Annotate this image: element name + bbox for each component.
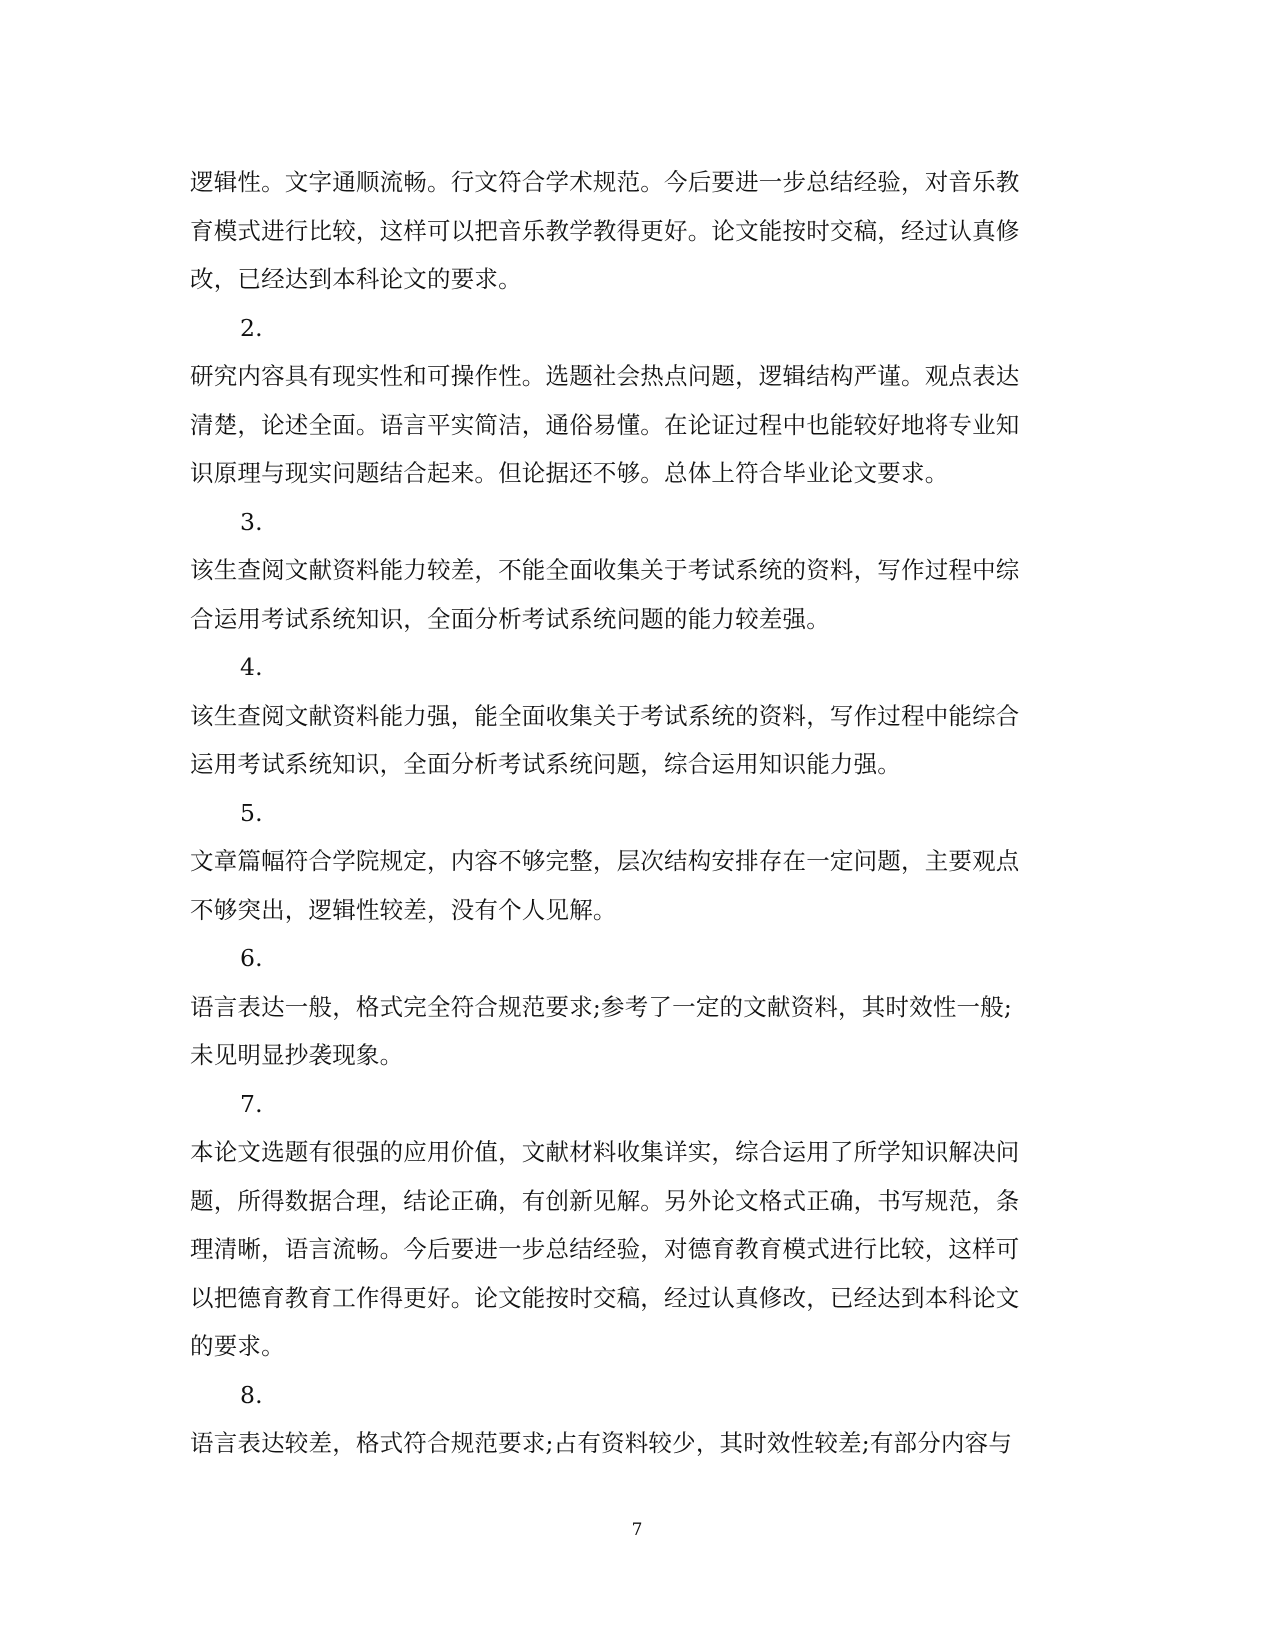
body-text-line: 合运用考试系统知识，全面分析考试系统问题的能力较差强。 — [190, 604, 830, 633]
body-text-line: 未见明显抄袭现象。 — [190, 1041, 404, 1069]
body-text-line: 育模式进行比较，这样可以把音乐教学教得更好。论文能按时交稿，经过认真修 — [190, 216, 1020, 245]
body-text-line: 该生查阅文献资料能力较差，不能全面收集关于考试系统的资料，写作过程中综 — [190, 556, 1020, 584]
body-text-line: 运用考试系统知识，全面分析考试系统问题，综合运用知识能力强。 — [190, 750, 901, 778]
body-text-line: 识原理与现实问题结合起来。但论据还不够。总体上符合毕业论文要求。 — [190, 459, 949, 487]
item-number: 3. — [240, 507, 263, 536]
body-text-line: 的要求。 — [190, 1332, 285, 1360]
body-text-line: 语言表达较差，格式符合规范要求;占有资料较少，其时效性较差;有部分内容与 — [190, 1429, 1013, 1457]
body-text-line: 语言表达一般，格式完全符合规范要求;参考了一定的文献资料，其时效性一般; — [190, 992, 1013, 1021]
item-number: 8. — [240, 1380, 263, 1409]
body-text-line: 本论文选题有很强的应用价值，文献材料收集详实，综合运用了所学知识解决问 — [190, 1138, 1020, 1166]
item-number: 6. — [240, 944, 263, 972]
body-text-line: 该生查阅文献资料能力强，能全面收集关于考试系统的资料，写作过程中能综合 — [190, 701, 1020, 730]
item-number: 7. — [240, 1089, 263, 1118]
body-text-line: 清楚，论述全面。语言平实简洁，通俗易懂。在论证过程中也能较好地将专业知 — [190, 410, 1020, 439]
item-number: 4. — [240, 653, 263, 681]
item-number: 5. — [240, 798, 263, 827]
body-text-line: 研究内容具有现实性和可操作性。选题社会热点问题，逻辑结构严谨。观点表达 — [190, 362, 1020, 390]
body-text-line: 不够突出，逻辑性较差，没有个人见解。 — [190, 895, 617, 924]
body-text-line: 题，所得数据合理，结论正确，有创新见解。另外论文格式正确，书写规范，条 — [190, 1186, 1020, 1215]
document-body — [190, 158, 1070, 1468]
page-number: 7 — [631, 1520, 643, 1540]
body-text-line: 文章篇幅符合学院规定，内容不够完整，层次结构安排存在一定问题，主要观点 — [190, 847, 1020, 875]
body-text-line: 逻辑性。文字通顺流畅。行文符合学术规范。今后要进一步总结经验，对音乐教 — [190, 168, 1020, 196]
body-text-line: 理清晰，语言流畅。今后要进一步总结经验，对德育教育模式进行比较，这样可 — [190, 1235, 1020, 1263]
item-number: 2. — [240, 313, 263, 342]
body-text-line: 以把德育教育工作得更好。论文能按时交稿，经过认真修改，已经达到本科论文 — [190, 1283, 1020, 1312]
body-text-line: 改，已经达到本科论文的要求。 — [190, 265, 522, 293]
